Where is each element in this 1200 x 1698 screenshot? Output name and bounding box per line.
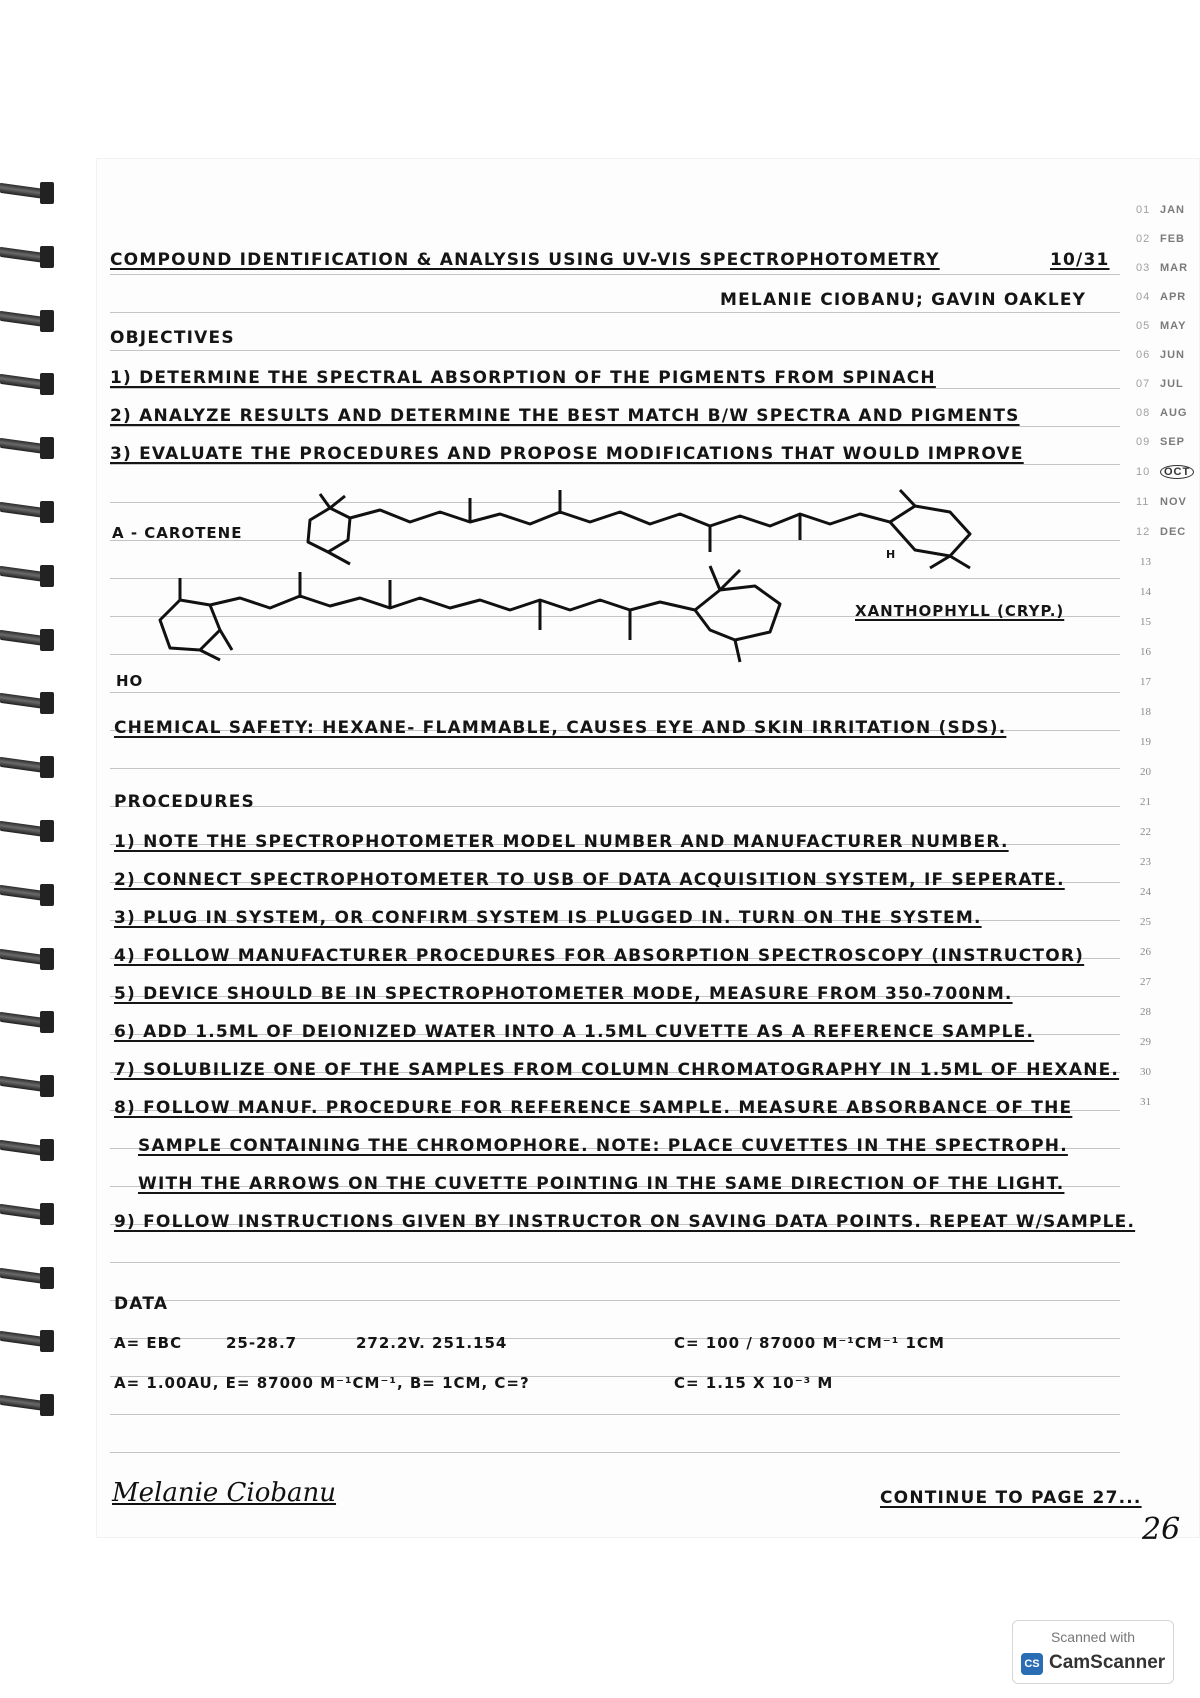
procedure-5: 5) DEVICE SHOULD BE IN SPECTROPHOTOMETER MODE, MEASURE FROM 350-700NM. xyxy=(114,984,1013,1004)
day-number: 30 xyxy=(1140,1066,1151,1078)
month-may: 05 MAY xyxy=(1136,320,1187,332)
day-number: 17 xyxy=(1140,676,1151,688)
camscanner-text: CamScanner xyxy=(1049,1652,1166,1673)
spiral-ring xyxy=(0,501,60,523)
month-oct: 10 OCT xyxy=(1136,466,1200,478)
spiral-ring xyxy=(0,310,60,332)
month-apr: 04 APR xyxy=(1136,291,1187,303)
day-number: 19 xyxy=(1140,736,1151,748)
xanthophyll-label: XANTHOPHYLL (CRYP.) xyxy=(855,602,1065,620)
ruled-line xyxy=(110,464,1120,465)
data-calc-1: C= 100 / 87000 M⁻¹CM⁻¹ 1CM xyxy=(674,1334,945,1352)
ruled-line xyxy=(110,274,1120,275)
procedures-heading: PROCEDURES xyxy=(114,792,255,812)
day-number: 21 xyxy=(1140,796,1151,808)
day-number: 18 xyxy=(1140,706,1151,718)
spiral-ring xyxy=(0,884,60,906)
objective-2: 2) ANALYZE RESULTS AND DETERMINE THE BEST MATCH B/W SPECTRA AND PIGMENTS xyxy=(110,406,1020,426)
procedure-8-cont-1: SAMPLE CONTAINING THE CHROMOPHORE. NOTE: PLACE CUVETTES IN THE SPECTROPH. xyxy=(138,1136,1068,1156)
ruled-line xyxy=(110,1262,1120,1263)
page-number: 26 xyxy=(1142,1512,1181,1547)
camscanner-badge xyxy=(1012,1620,1174,1684)
day-number: 31 xyxy=(1140,1096,1151,1108)
data-range: 25-28.7 xyxy=(226,1334,298,1352)
data-result: C= 1.15 X 10⁻³ M xyxy=(674,1374,834,1392)
month-jul: 07 JUL xyxy=(1136,378,1184,390)
procedure-1: 1) NOTE THE SPECTROPHOTOMETER MODEL NUMBER AND MANUFACTURER NUMBER. xyxy=(114,832,1009,852)
scanned-with-text: Scanned with xyxy=(1050,1629,1136,1645)
month-dec: 12 DEC xyxy=(1136,526,1187,538)
day-number: 25 xyxy=(1140,916,1151,928)
spiral-ring xyxy=(0,820,60,842)
alpha-carotene-structure xyxy=(290,490,1050,570)
month-jan: 01 JAN xyxy=(1136,204,1186,216)
spiral-ring xyxy=(0,373,60,395)
ruled-line xyxy=(110,1414,1120,1415)
month-aug: 08 AUG xyxy=(1136,407,1188,419)
spiral-ring xyxy=(0,948,60,970)
spiral-ring xyxy=(0,437,60,459)
ruled-line xyxy=(110,692,1120,693)
ruled-line xyxy=(110,388,1120,389)
day-number: 15 xyxy=(1140,616,1151,628)
day-number: 22 xyxy=(1140,826,1151,838)
chemical-safety: CHEMICAL SAFETY: HEXANE- FLAMMABLE, CAUSES EYE AND SKIN IRRITATION (SDS). xyxy=(114,718,1007,738)
camscanner-logo-icon: CS xyxy=(1021,1653,1043,1675)
spiral-ring xyxy=(0,629,60,651)
ruled-line xyxy=(110,312,1120,313)
xanthophyll-structure xyxy=(150,560,830,670)
hydrogen-label: H xyxy=(886,548,897,561)
month-sep: 09 SEP xyxy=(1136,436,1186,448)
day-number: 24 xyxy=(1140,886,1151,898)
day-number: 26 xyxy=(1140,946,1151,958)
day-number: 14 xyxy=(1140,586,1151,598)
spiral-ring xyxy=(0,1394,60,1416)
data-formula: A= ΕBC xyxy=(114,1334,183,1352)
ruled-line xyxy=(110,426,1120,427)
day-number: 23 xyxy=(1140,856,1151,868)
month-jun: 06 JUN xyxy=(1136,349,1186,361)
objective-1: 1) DETERMINE THE SPECTRAL ABSORPTION OF THE PIGMENTS FROM SPINACH xyxy=(110,368,936,388)
procedure-7: 7) SOLUBILIZE ONE OF THE SAMPLES FROM COLUMN CHROMATOGRAPHY IN 1.5ML OF HEXANE. xyxy=(114,1060,1120,1080)
spiral-ring xyxy=(0,1203,60,1225)
procedure-3: 3) PLUG IN SYSTEM, OR CONFIRM SYSTEM IS PLUGGED IN. TURN ON THE SYSTEM. xyxy=(114,908,982,928)
spiral-ring xyxy=(0,692,60,714)
spiral-ring xyxy=(0,1011,60,1033)
hydroxyl-label: HO xyxy=(116,672,144,690)
objectives-heading: OBJECTIVES xyxy=(110,328,235,348)
spiral-ring xyxy=(0,1075,60,1097)
procedure-8: 8) FOLLOW MANUF. PROCEDURE FOR REFERENCE SAMPLE. MEASURE ABSORBANCE OF THE xyxy=(114,1098,1073,1118)
procedure-6: 6) ADD 1.5ML OF DEIONIZED WATER INTO A 1.5ML CUVETTE AS A REFERENCE SAMPLE. xyxy=(114,1022,1035,1042)
month-mar: 03 MAR xyxy=(1136,262,1189,274)
procedure-8-cont-2: WITH THE ARROWS ON THE CUVETTE POINTING IN THE SAME DIRECTION OF THE LIGHT. xyxy=(138,1174,1065,1194)
spiral-ring xyxy=(0,1139,60,1161)
ruled-line xyxy=(110,806,1120,807)
spiral-ring xyxy=(0,756,60,778)
month-feb: 02 FEB xyxy=(1136,233,1185,245)
page-title: COMPOUND IDENTIFICATION & ANALYSIS USING UV-VIS SPECTROPHOTOMETRY xyxy=(110,250,940,270)
spiral-ring xyxy=(0,565,60,587)
day-number: 20 xyxy=(1140,766,1151,778)
day-number: 13 xyxy=(1140,556,1151,568)
day-number: 27 xyxy=(1140,976,1151,988)
spiral-ring xyxy=(0,1330,60,1352)
continue-note: CONTINUE TO PAGE 27... xyxy=(880,1488,1142,1508)
procedure-2: 2) CONNECT SPECTROPHOTOMETER TO USB OF DATA ACQUISITION SYSTEM, IF SEPERATE. xyxy=(114,870,1065,890)
data-heading: DATA xyxy=(114,1294,169,1314)
day-number: 16 xyxy=(1140,646,1151,658)
data-given: A= 1.00AU, Ε= 87000 M⁻¹CM⁻¹, B= 1CM, C=? xyxy=(114,1374,530,1392)
signature: Melanie Ciobanu xyxy=(112,1478,337,1508)
spiral-ring xyxy=(0,182,60,204)
ruled-line xyxy=(110,1300,1120,1301)
procedure-4: 4) FOLLOW MANUFACTURER PROCEDURES FOR ABSORPTION SPECTROSCOPY (INSTRUCTOR) xyxy=(114,946,1085,966)
spiral-ring xyxy=(0,246,60,268)
page-date: 10/31 xyxy=(1050,250,1110,270)
month-nov: 11 NOV xyxy=(1136,496,1187,508)
alpha-carotene-label: Α - CAROTENE xyxy=(112,524,243,542)
data-values: 272.2V. 251.154 xyxy=(356,1334,508,1352)
day-number: 28 xyxy=(1140,1006,1151,1018)
spiral-ring xyxy=(0,1267,60,1289)
ruled-line xyxy=(110,350,1120,351)
procedure-9: 9) FOLLOW INSTRUCTIONS GIVEN BY INSTRUCTOR ON SAVING DATA POINTS. REPEAT W/SAMPLE. xyxy=(114,1212,1136,1232)
ruled-line xyxy=(110,1452,1120,1453)
authors: MELANIE CIOBANU; GAVIN OAKLEY xyxy=(720,290,1087,310)
day-number: 29 xyxy=(1140,1036,1151,1048)
ruled-line xyxy=(110,768,1120,769)
objective-3: 3) EVALUATE THE PROCEDURES AND PROPOSE MODIFICATIONS THAT WOULD IMPROVE xyxy=(110,444,1024,464)
